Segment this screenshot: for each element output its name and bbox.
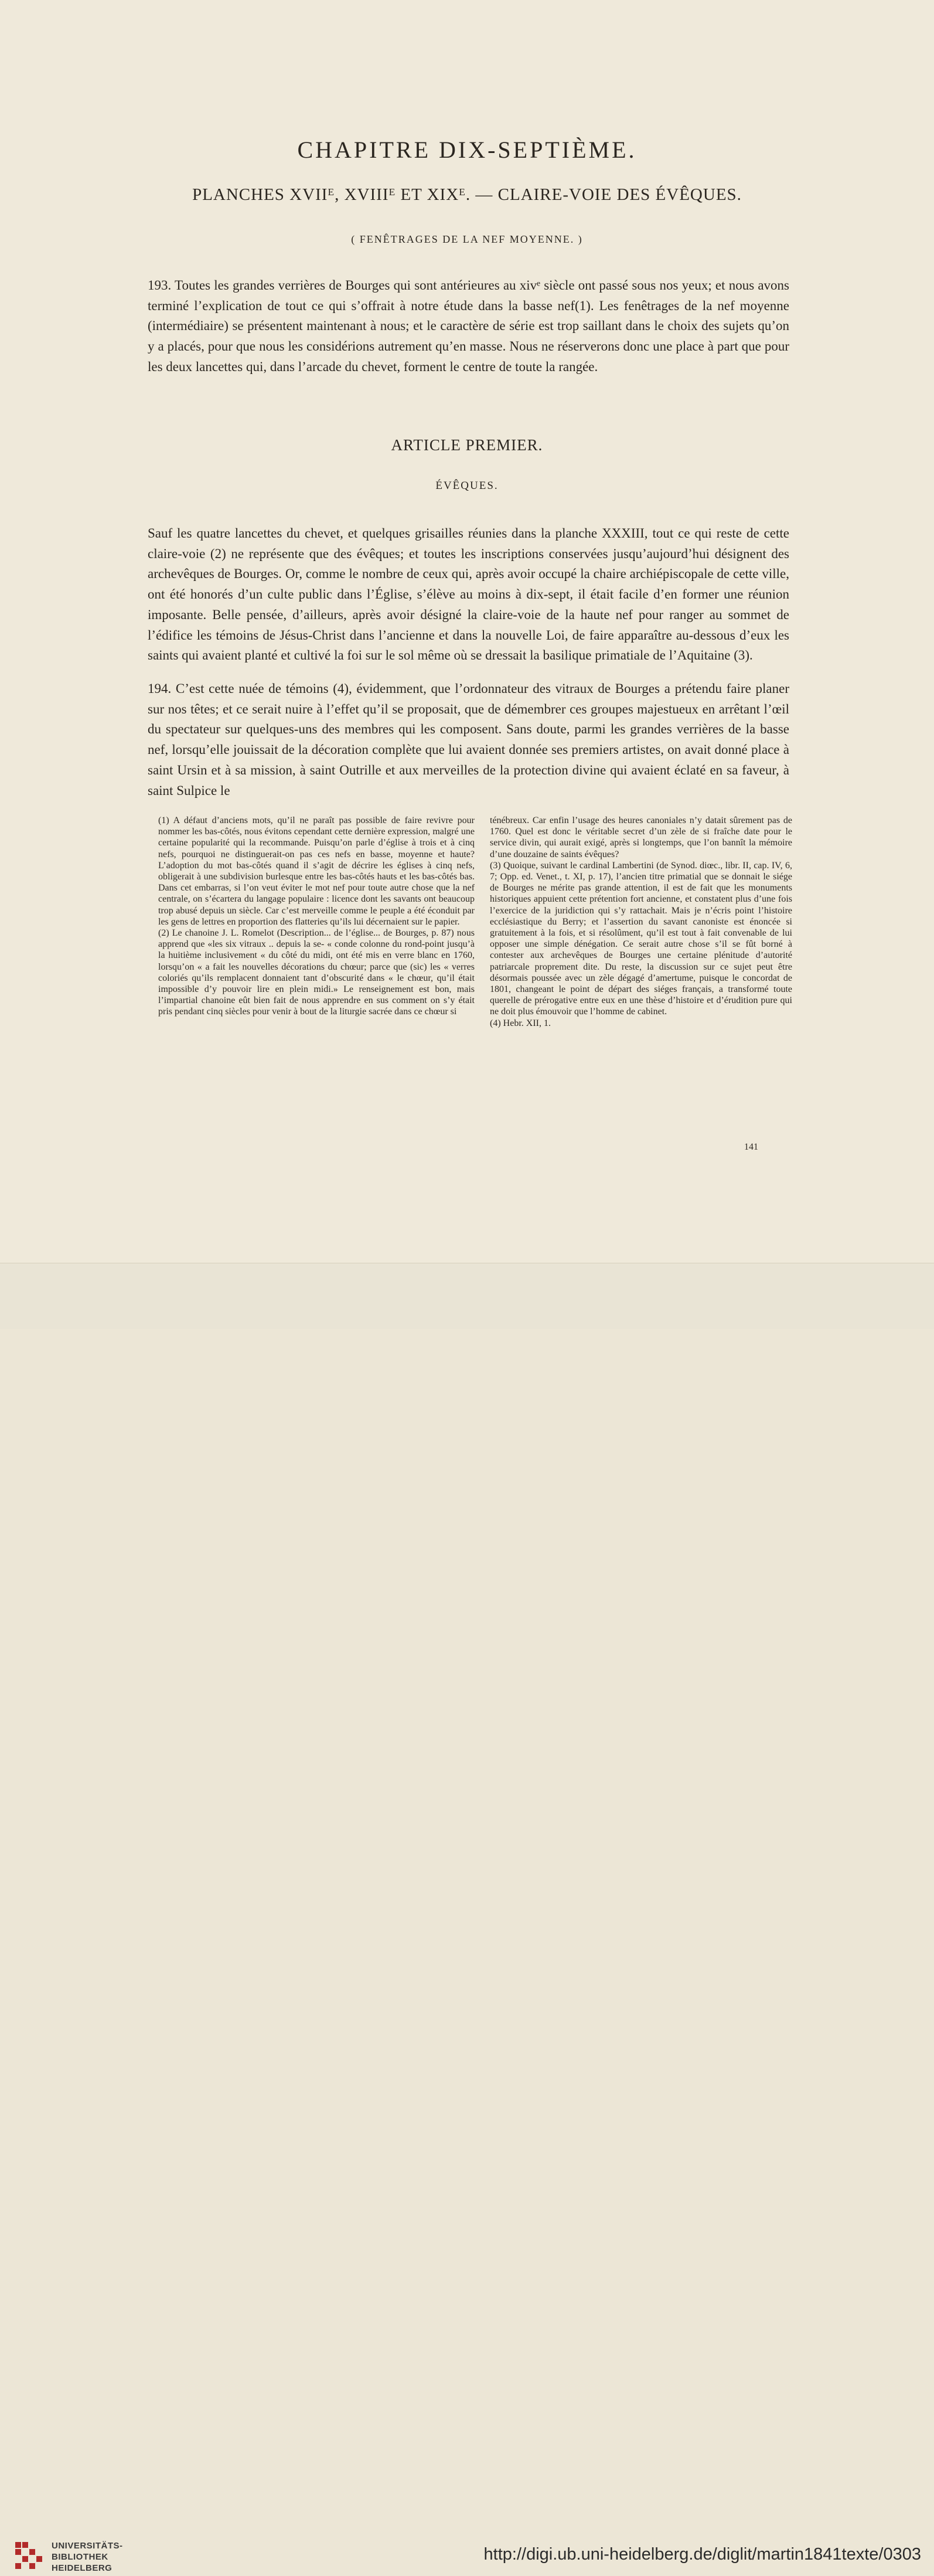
- footnote-2: (2) Le chanoine J. L. Romelot (Description... de l’église... de Bourges, p. 87) nous apprend que «les six vitraux .. depuis la se- « conde colonne du rond-point jusqu’à la huitième inclusivement « du côté du midi, ont été mis en verre blanc en 1760, lorsqu’on « a fait les nouvelles décorations du chœur; parce que (sic) les « verres coloriés qu’ils remplacent donnaient tant d’obscurité dans « le chœur, qu’il était impossible d’y pouvoir lire en plein midi.» Le renseignement est bon, mais l’impartial chanoine eût bien fait de nous apprendre en sus comment on s’y était pris pendant cinq siècles pour venir à bout de la liturgie sacrée dans ce chœur si: [158, 928, 475, 1017]
- footer-band: [0, 1263, 934, 2573]
- section-subtitle: ( FENÊTRAGES DE LA NEF MOYENNE. ): [351, 233, 583, 245]
- source-url-link[interactable]: http://digi.ub.uni-heidelberg.de/diglit/martin1841texte/0303: [483, 2545, 921, 2564]
- article-subheading: ÉVÊQUES.: [435, 480, 499, 492]
- paragraph-193: 193. Toutes les grandes verrières de Bourges qui sont antérieures au xivᵉ siècle ont passé sous nos yeux; et nous avons terminé l’explication de tout ce qui s’offrait à notre étude dans la basse nef(1). Les fenêtrages de la nef moyenne (intermédiaire) se présentent maintenant à nous; et le caractère de série est trop saillant dans le choix des sujets qu’on y a placés, pour que nous les considérions autrement qu’en masse. Nous ne réserverons donc une place à part que pour les deux lancettes qui, dans l’arcade du chevet, forment le centre de toute la rangée.: [148, 278, 789, 374]
- planches-heading: PLANCHES XVIIᴱ, XVIIIᴱ ET XIXᴱ. — CLAIRE-VOIE DES ÉVÊQUES.: [192, 185, 742, 204]
- university-logo-icon: [14, 2538, 43, 2576]
- footnote-4: (4) Hebr. XII, 1.: [490, 1018, 551, 1028]
- paragraph-sauf: Sauf les quatre lancettes du chevet, et quelques grisailles réunies dans la planche XXXIII, tout ce qui reste de cette claire-voie (2) ne représente que des évêques; et toutes les inscriptions conservées jusqu’aujourd’hui désignent des archevêques de Bourges. Or, comme le nombre de ceux qui, après avoir occupé la chaire archiépiscopale de cette ville, ont été honorés d’un culte public dans l’Église, s’élève au moins à dix-sept, il était facile d’en former une réunion imposante. Belle pensée, d’ailleurs, après avoir désigné la claire-voie de la haute nef pour ranger au sommet de l’édifice les témoins de Jésus-Christ dans l’ancienne et dans la nouvelle Loi, de faire apparaître au-dessous d’eux les saints qui avaient planté et cultivé la foi sur le sol même où se dressait la basilique primatiale de l’Aquitaine (3).: [148, 526, 789, 663]
- book-page: [0, 0, 934, 1263]
- footnotes-right-column: [490, 815, 792, 1029]
- page-number: 141: [744, 1142, 758, 1152]
- footnotes-left-column: [158, 815, 475, 1018]
- chapter-title: CHAPITRE DIX-SEPTIÈME.: [297, 137, 637, 163]
- footnote-3: (3) Quoique, suivant le cardinal Lambertini (de Synod. diœc., libr. II, cap. IV, 6, 7; Opp. ed. Venet., t. XI, p. 17), l’ancien titre primatial que se donnait le siége de Bourges ne mérite pas grande attention, il est de fait que les monuments historiques appuient cette prétention fort ancienne, et constatent plus d’une fois l’exercice de la juridiction qui s’y rattachait. Mais je n’écris point l’histoire ecclésiastique du Berry; et l’assertion du savant canoniste est énoncée si gratuitement à la fois, et si résolûment, qu’il est tout à fait convenable de lui opposer une simple dénégation. Ce serait autre chose s’il se fût borné à contester aux archevêques de Bourges une certaine plénitude d’autorité patriarcale proprement dite. Du reste, la discussion sur ce sujet peut être désormais poussée avec un zèle dégagé d’amertume, puisque le concordat de 1801, changeant le point de départ des siéges français, a transformé toute querelle de prérogative entre eux en une thèse d’histoire et d’érudition pure qui ne doit plus émouvoir que l’homme de cabinet.: [490, 860, 792, 1017]
- paragraph-194: 194. C’est cette nuée de témoins (4), évidemment, que l’ordonnateur des vitraux de Bourges a prétendu faire planer sur nos têtes; et ce serait nuire à l’effet qu’il se proposait, que de démembrer ces groupes majestueux en arrêtant l’œil du spectateur sur quelques-uns des membres qui les composent. Sans doute, parmi les grandes verrières de la basse nef, lorsqu’elle jouissait de la décoration complète que lui avaient donnée ses premiers artistes, on avait donné place à saint Ursin et à sa mission, à saint Outrille et aux merveilles de la protection divine qui avaient éclaté en sa faveur, à saint Sulpice le: [148, 681, 789, 798]
- article-heading: ARTICLE PREMIER.: [391, 436, 543, 454]
- footnote-2-continued: ténébreux. Car enfin l’usage des heures canoniales n’y datait sûrement pas de 1760. Quel est donc le véritable secret d’un zèle de si fraîche date pour le service divin, qui aurait exigé, après si longtemps, que l’on bannît la mémoire d’une douzaine de saints évêques?: [490, 815, 792, 859]
- footnote-1: (1) A défaut d’anciens mots, qu’il ne paraît pas possible de faire revivre pour nommer les bas-côtés, nous évitons cependant cette dernière expression, malgré une certaine popularité qui la recommande. Puisqu’on parle d’église à trois et à cinq nefs, pourquoi ne distinguerait-on pas ces nefs en basse, moyenne et haute? L’adoption du mot bas-côtés quand il s’agit de décrire les églises à cinq nefs, obligerait à une subdivision burlesque entre les bas-côtés hauts et les bas-côtés bas. Dans cet embarras, si l’on veut éviter le mot nef pour toute autre chose que la nef centrale, on s’écartera du langage populaire : licence dont les savants ont beaucoup trop abusé depuis un siècle. Car c’est merveille comme le peuple a été éconduit par les gens de lettres en proportion des flatteries qu’ils lui décernaient sur le papier.: [158, 815, 475, 927]
- institution-name: UNIVERSITÄTS- BIBLIOTHEK HEIDELBERG: [52, 2541, 123, 2573]
